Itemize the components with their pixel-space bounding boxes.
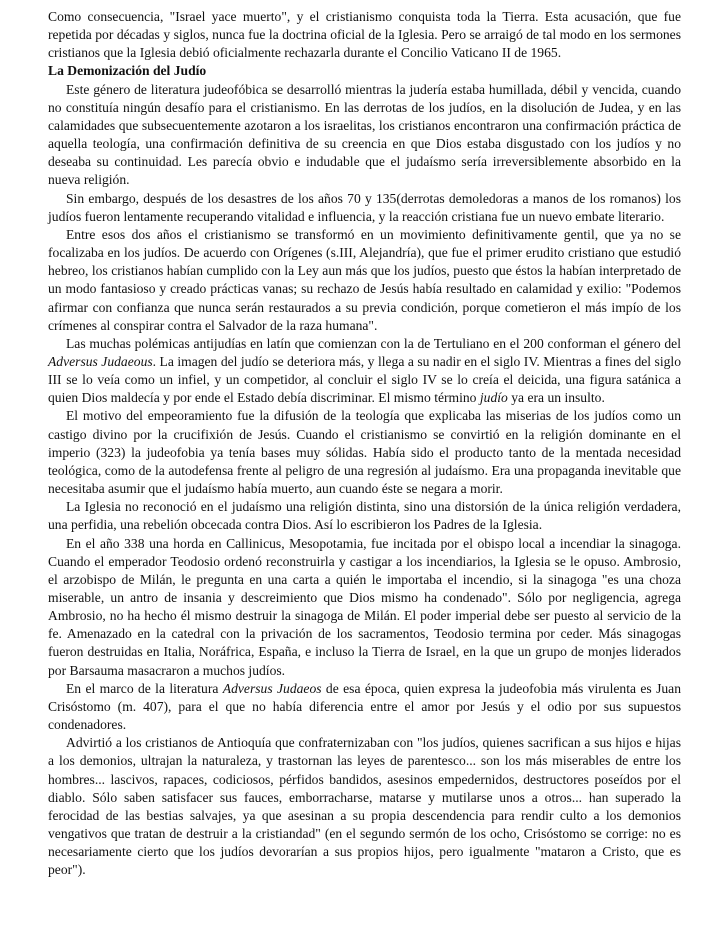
paragraph-1: Este género de literatura judeofóbica se desarrolló mientras la judería estaba humillada, débil y vencida, cuando no constituía ningún desafío para el cristianismo. En las derrotas de los judíos, en la disolución de Judea, y en las calamidades que subsecuentemente azotaron a los israelitas, los cristianos encontraron una confirmación práctica de aquella teología, una confirmación definitiva de su creencia en que Dios estaba disgustado con los judíos y no deseaba su continuidad. Les parecía obvio e indudable que el judaísmo sería irreversiblemente absorbido en la nueva religión. <box>48 81 681 188</box>
paragraph-8-text-a: En el marco de la literatura <box>66 680 223 696</box>
paragraph-9: Advirtió a los cristianos de Antioquía que confraternizaban con "los judíos, quienes sacrifican a sus hijos e hijas a los demonios, ultrajan la naturaleza, y trastornan las leyes de parentesco... son los más miserables de entre los hombres... lascivos, rapaces, codiciosos, pérfidos bandidos, asesinos empedernidos, destructores poseídos por el diablo. Sólo saben satisfacer sus fauces, emborracharse, matarse y mutilarse unos a otros... han superado la ferocidad de las bestias salvajes, ya que asesinan a su propia descendencia para rendir culto a los demonios vengativos que tratan de destruir a la cristiandad" (en el segundo sermón de los ocho, Crisóstomo se corrige: no es necesariamente cierto que los judíos devorarían a sus propios hijos, pero igualmente "mataron a Cristo, que es peor"). <box>48 735 681 878</box>
paragraph-intro: Como consecuencia, "Israel yace muerto", y el cristianismo conquista toda la Tierra. Esta acusación, que fue repetida por décadas y siglos, nunca fue la doctrina oficial de la Iglesia. Pero se arraigó de tal modo en los sermones cristianos que la Iglesia debió oficialmente rechazarla durante el Concilio Vaticano II de 1965. <box>48 9 681 61</box>
paragraph-8 <box>48 680 681 734</box>
paragraph-8-text-c: de esa época, quien expresa la judeofobia más virulenta es Juan Crisóstomo (m. 407), para el que no había diferencia entre el amor por Jesús y el odio por sus supuestos condenadores. <box>48 680 681 733</box>
paragraph-4-text-a: Las muchas polémicas antijudías en latín que comienzan con la de Tertuliano en el 200 conforman el género del <box>66 335 681 351</box>
paragraph-4 <box>48 335 681 408</box>
paragraph-4-text-c: . La imagen del judío se deteriora más, y llega a su nadir en el siglo IV. Mientras a fines del siglo III se lo veía como un infiel, y un competidor, al concluir el siglo IV se lo creía el deicida, una figura satánica a quien Dios maldecía y por ende el Estado debía discriminar. El mismo término <box>48 353 681 406</box>
section-heading: La Demonización del Judío <box>48 63 207 79</box>
paragraph-6: La Iglesia no reconoció en el judaísmo una religión distinta, sino una distorsión de la única religión verdadera, una perfidia, una rebelión obcecada contra Dios. Así lo escribieron los Padres de la Iglesia. <box>48 499 681 533</box>
paragraph-4-italic-term: judío <box>479 390 508 406</box>
paragraph-2: Sin embargo, después de los desastres de los años 70 y 135(derrotas demoledoras a manos de los romanos) los judíos fueron lentamente recuperando vitalidad e influencia, y la reacción cristiana fue un nuevo embate literario. <box>48 190 681 224</box>
paragraph-3: Entre esos dos años el cristianismo se transformó en un movimiento definitivamente gentil, que ya no se focalizaba en los judíos. De acuerdo con Orígenes (s.III, Alejandría), que fue el primer erudito cristiano que estudió hebreo, los cristianos habían cumplido con la Ley aun más que los judíos, puesto que éstos la habían interpretado de un modo fantasioso y creado prácticas vanas; su rechazo de Jesús había resultado en calamidad y exilio: "Podemos afirmar con confianza que nunca serán restaurados a su previa condición, porque cometieron el más impío de los crímenes al conspirar contra el Salvador de la raza humana". <box>48 226 681 333</box>
paragraph-8-italic-title: Adversus Judaeos <box>222 680 322 696</box>
paragraph-4-italic-title: Adversus Judaeous <box>48 353 153 369</box>
paragraph-4-text-e: ya era un insulto. <box>507 390 605 406</box>
paragraph-7: En el año 338 una horda en Callinicus, Mesopotamia, fue incitada por el obispo local a incendiar la sinagoga. Cuando el emperador Teodosio ordenó reconstruirla y castigar a los incendiarios, la Iglesia se le opuso. Ambrosio, el arzobispo de Milán, le pregunta en una carta a quién le importaba el incendio, si la sinagoga "es una choza miserable, un antro de insania y descreimiento que Dios mismo ha condenado". Sólo por negligencia, agrega Ambrosio, no ha hecho él mismo destruir la sinagoga de Milán. El poder imperial debe ser puesto al servicio de la fe. Amenazado en la catedral con la privación de los sacramentos, Teodosio termina por ceder. Más sinagogas fueron destruidas en Italia, Noráfrica, España, e incluso la Tierra de Israel, en la que un grupo de monjes liderados por Barsauma masacraron a muchos judíos. <box>48 535 681 678</box>
paragraph-5: El motivo del empeoramiento fue la difusión de la teología que explicaba las miserias de los judíos como un castigo divino por la crucifixión de Jesús. Cuando el cristianismo se convirtió en la religión dominante en el imperio (323) la judeofobia ya tenía bases muy sólidas. Había sido el producto tanto de la mentada necesidad teológica, como de la autodefensa frente al peligro de una regresión al judaísmo. Era una propaganda inevitable que necesitaba asumir que el judaísmo había muerto, aun cuando éste se negara a morir. <box>48 408 681 497</box>
document-page <box>48 8 681 880</box>
